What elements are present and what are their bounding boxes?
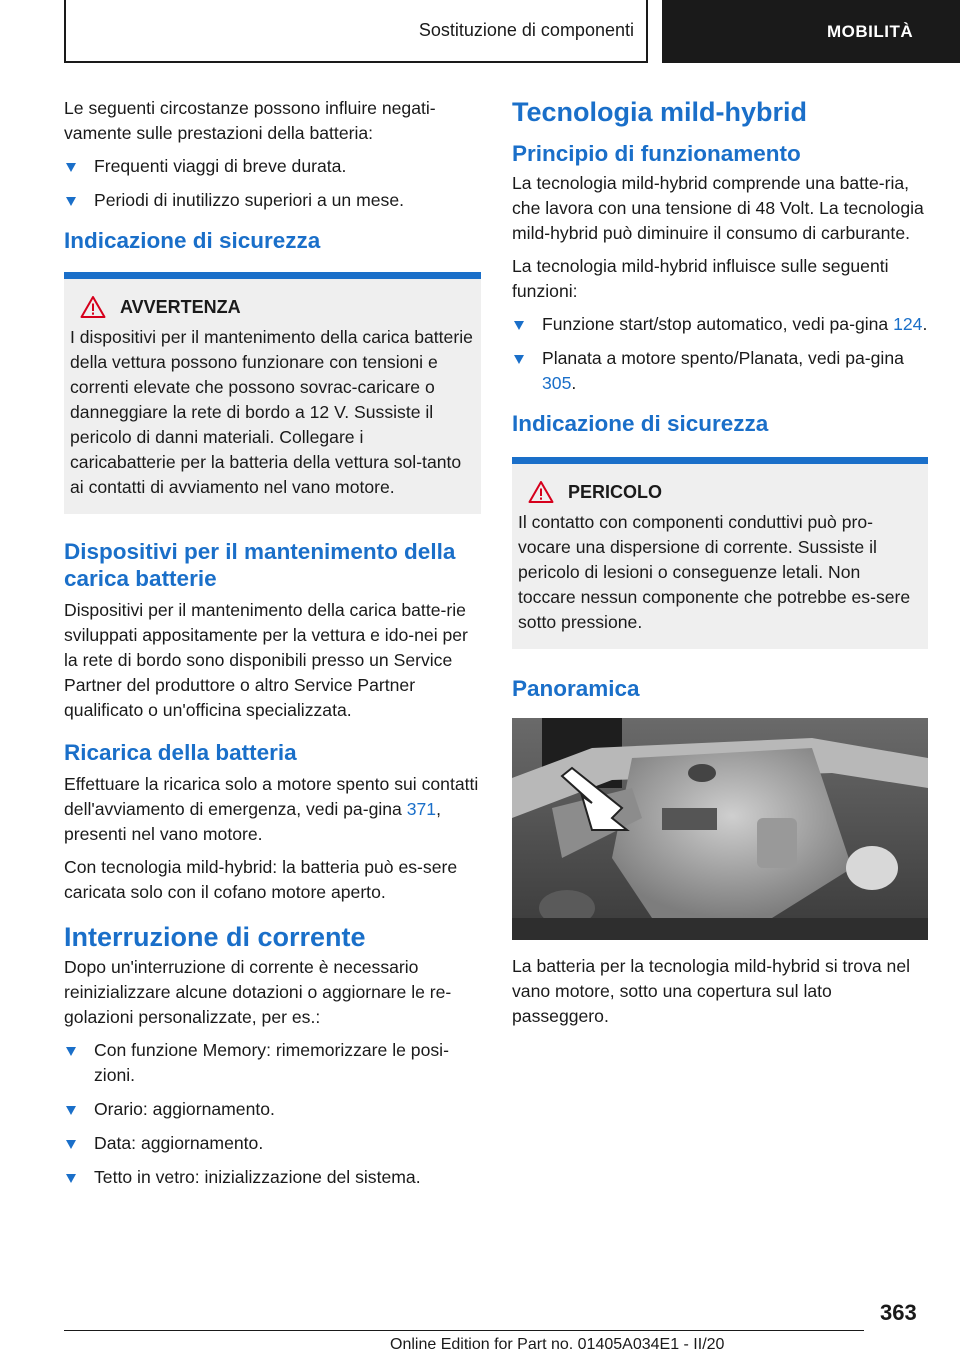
list-item: Periodi di inutilizzo superiori a un mese. <box>64 188 481 213</box>
overview-caption: La batteria per la tecnologia mild-hybrid si trova nel vano motore, sotto una copertura sul lato passeggero. <box>512 956 911 1026</box>
page-link-124[interactable]: 124 <box>893 314 923 334</box>
warning-title-row <box>70 295 473 319</box>
mild-hybrid-heading: Tecnologia mild-hybrid <box>512 97 808 127</box>
safety-heading-left: Indicazione di sicurezza <box>64 228 321 253</box>
list-item: Con funzione Memory: rimemorizzare le posi-zioni. <box>64 1038 481 1088</box>
bullet-triangle-icon <box>66 163 76 172</box>
bullet-triangle-icon <box>66 1140 76 1149</box>
bullet-triangle-icon <box>514 355 524 364</box>
intro-list <box>64 154 481 213</box>
charge-text-2: Con tecnologia mild-hybrid: la batteria può es-sere caricata solo con il cofano motore aperto. <box>64 857 458 902</box>
header-section-label: Sostituzione di componenti <box>418 20 634 40</box>
header-section-title <box>64 0 648 63</box>
danger-text: Il contatto con componenti conduttivi può pro-vocare una dispersione di corrente. Sussiste il pericolo di lesioni o conseguenze letali. Non toccare nessun componente che potrebbe es-sere sotto pressione. <box>518 512 911 632</box>
maintenance-heading: Dispositivi per il mantenimento della carica batterie <box>64 539 456 591</box>
warning-triangle-icon <box>80 295 106 319</box>
right-column <box>512 96 928 1037</box>
principle-text-1: La tecnologia mild-hybrid comprende una batte-ria, che lavora con una tensione di 48 Volt. La tecnologia mild-hybrid può diminuire il consumo di carburante. <box>512 173 924 243</box>
list-item: Orario: aggiornamento. <box>64 1097 481 1122</box>
principle-text-2: La tecnologia mild-hybrid influisce sulle seguenti funzioni: <box>512 256 889 301</box>
warning-box <box>64 272 481 514</box>
charge-heading: Ricarica della batteria <box>64 740 297 765</box>
power-list <box>64 1038 481 1190</box>
bullet-triangle-icon <box>514 321 524 330</box>
page-link-371[interactable]: 371 <box>406 799 437 819</box>
power-heading: Interruzione di corrente <box>64 922 366 952</box>
list-item: Frequenti viaggi di breve durata. <box>64 154 481 179</box>
power-text: Dopo un'interruzione di corrente è necessario reinizializzare alcune dotazioni o aggiornare le re-golazioni personalizzate, per es.: <box>64 957 452 1027</box>
maintenance-text: Dispositivi per il mantenimento della carica batte-rie sviluppati appositamente per la vettura e ido-nei per la rete di bordo sono disponibili presso un Service Partner del produttore o altro Service Partner qualificato o un'officina specializzata. <box>64 600 468 720</box>
danger-triangle-icon <box>528 480 554 504</box>
warning-text: I dispositivi per il mantenimento della carica batterie della vettura possono funzionare con tensioni e correnti elevate che possono sovrac-caricare o danneggiare la rete di bordo a 12 V. Sussiste il pericolo di danni materiali. Collegare i caricabatterie per la batteria della vettura sol-tanto ai contatti di avviamento nel vano motore. <box>70 327 473 497</box>
bullet-triangle-icon <box>66 1106 76 1115</box>
danger-title: PERICOLO <box>568 481 663 502</box>
list-item: Planata a motore spento/Planata, vedi pa-gina 305. <box>512 346 928 396</box>
list-item: Funzione start/stop automatico, vedi pa-gina 124. <box>512 312 928 337</box>
header-chapter-label: MOBILITÀ <box>827 21 914 41</box>
list-item: Tetto in vetro: inizializzazione del sistema. <box>64 1165 481 1190</box>
danger-box <box>512 457 928 649</box>
page-number: 363 <box>880 1300 917 1325</box>
charge-text-1: Effettuare la ricarica solo a motore spento sui contatti dell'avviamento di emergenza, vedi pa-gina 371, presenti nel vano motore. <box>64 774 479 844</box>
footer-divider <box>64 1330 864 1331</box>
safety-heading-right: Indicazione di sicurezza <box>512 411 769 436</box>
left-column <box>64 96 481 1199</box>
bullet-triangle-icon <box>66 1047 76 1056</box>
danger-title-row <box>518 480 920 504</box>
intro-text: Le seguenti circostanze possono influire negati-vamente sulle prestazioni della batteria: <box>64 98 436 143</box>
footer-edition: Online Edition for Part no. 01405A034E1 - II/20 <box>390 1336 725 1353</box>
header-chapter-tab <box>662 0 960 63</box>
page-link-305[interactable]: 305 <box>542 373 572 393</box>
list-item: Data: aggiornamento. <box>64 1131 481 1156</box>
principle-heading: Principio di funzionamento <box>512 141 801 166</box>
engine-bay-image <box>512 718 928 940</box>
warning-title: AVVERTENZA <box>120 296 241 317</box>
bullet-triangle-icon <box>66 1174 76 1183</box>
bullet-triangle-icon <box>66 197 76 206</box>
overview-heading: Panoramica <box>512 676 640 701</box>
functions-list <box>512 312 928 396</box>
